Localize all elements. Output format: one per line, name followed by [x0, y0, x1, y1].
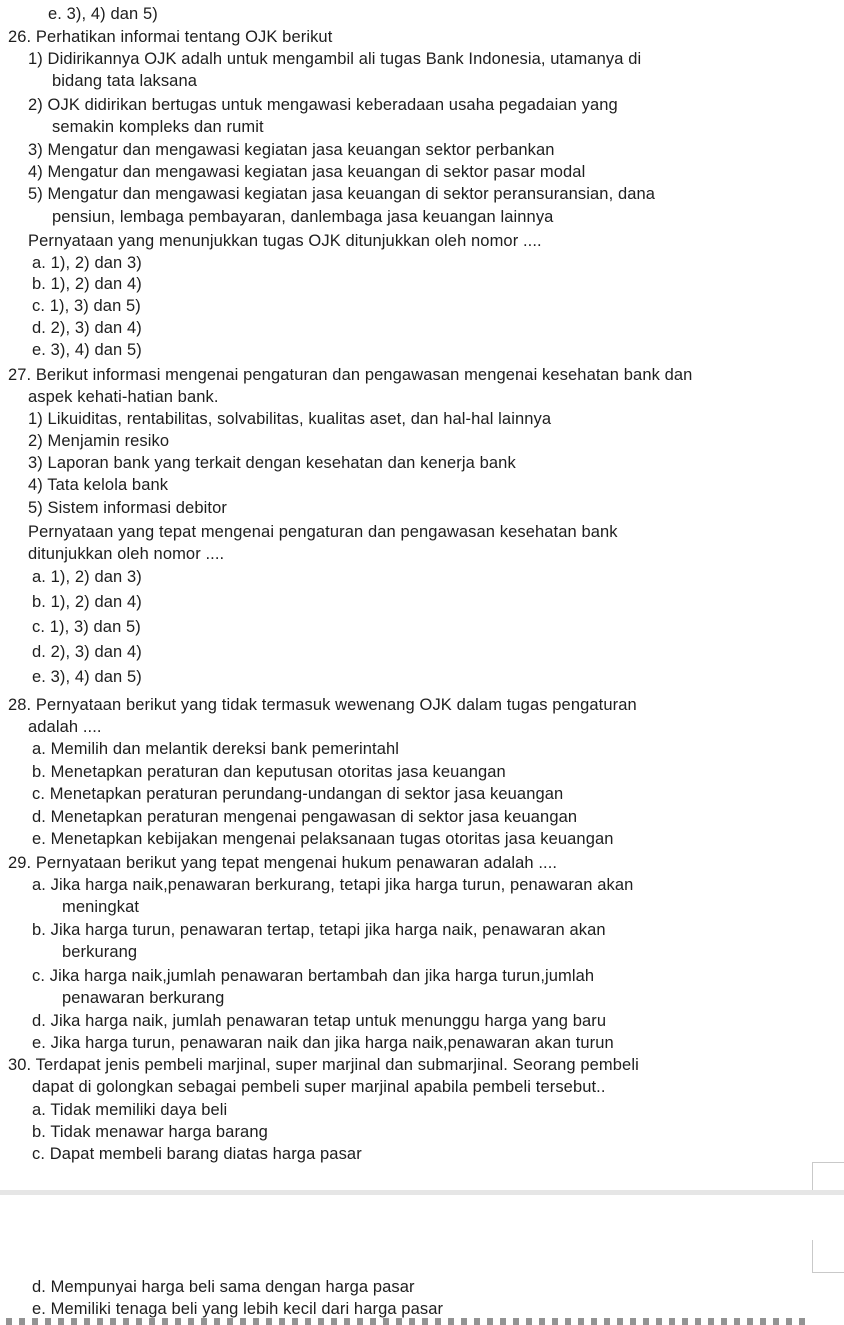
- option-c[interactable]: c. 1), 3) dan 5): [32, 297, 141, 315]
- page-break: [0, 1190, 844, 1195]
- question-prompt: Pernyataan yang menunjukkan tugas OJK ditunjukkan oleh nomor ....: [28, 232, 542, 250]
- option-a[interactable]: a. 1), 2) dan 3): [32, 568, 142, 586]
- question-stem: 27. Berikut informasi mengenai pengaturan dan pengawasan mengenai kesehatan bank dan: [8, 366, 693, 384]
- statement: 1) Likuiditas, rentabilitas, solvabilitas, kualitas aset, dan hal-hal lainnya: [28, 410, 552, 428]
- statement: 3) Mengatur dan mengawasi kegiatan jasa keuangan sektor perbankan: [28, 141, 555, 159]
- question-stem: 28. Pernyataan berikut yang tidak termasuk wewenang OJK dalam tugas pengaturan: [8, 696, 637, 714]
- option-c[interactable]: c. Dapat membeli barang diatas harga pasar: [32, 1145, 362, 1163]
- option-b[interactable]: b. Jika harga turun, penawaran tertap, tetapi jika harga naik, penawaran akan: [32, 921, 606, 939]
- statement: 5) Mengatur dan mengawasi kegiatan jasa keuangan di sektor peransuransian, dana: [28, 185, 656, 203]
- option-a[interactable]: a. Jika harga naik,penawaran berkurang, tetapi jika harga turun, penawaran akan: [32, 876, 634, 894]
- page-corner-top: [812, 1240, 844, 1273]
- option-e[interactable]: e. Jika harga turun, penawaran naik dan jika harga naik,penawaran akan turun: [32, 1034, 614, 1052]
- option-a[interactable]: a. Memilih dan melantik dereksi bank pemerintahl: [32, 740, 400, 758]
- option-a-cont: meningkat: [62, 898, 140, 916]
- option-b-cont: berkurang: [62, 943, 138, 961]
- statement-cont: semakin kompleks dan rumit: [52, 118, 264, 136]
- option-a[interactable]: a. Tidak memiliki daya beli: [32, 1101, 228, 1119]
- option-d[interactable]: d. Mempunyai harga beli sama dengan harga pasar: [32, 1278, 415, 1296]
- prev-option-e: e. 3), 4) dan 5): [48, 5, 158, 23]
- option-a[interactable]: a. 1), 2) dan 3): [32, 254, 142, 272]
- cut-off-next-line: [6, 1318, 806, 1325]
- question-prompt: Pernyataan yang tepat mengenai pengaturan dan pengawasan kesehatan bank: [28, 523, 618, 541]
- statement: 4) Mengatur dan mengawasi kegiatan jasa keuangan di sektor pasar modal: [28, 163, 586, 181]
- option-e[interactable]: e. 3), 4) dan 5): [32, 668, 142, 686]
- statement: 1) Didirikannya OJK adalh untuk mengambil ali tugas Bank Indonesia, utamanya di: [28, 50, 642, 68]
- option-b[interactable]: b. Tidak menawar harga barang: [32, 1123, 268, 1141]
- statement: 2) OJK didirikan bertugas untuk mengawasi keberadaan usaha pegadaian yang: [28, 96, 618, 114]
- statement-cont: bidang tata laksana: [52, 72, 198, 90]
- option-b[interactable]: b. 1), 2) dan 4): [32, 275, 142, 293]
- option-c[interactable]: c. Menetapkan peraturan perundang-undangan di sektor jasa keuangan: [32, 785, 564, 803]
- option-e[interactable]: e. Menetapkan kebijakan mengenai pelaksanaan tugas otoritas jasa keuangan: [32, 830, 614, 848]
- option-d[interactable]: d. Menetapkan peraturan mengenai pengawasan di sektor jasa keuangan: [32, 808, 578, 826]
- statement: 2) Menjamin resiko: [28, 432, 170, 450]
- option-d[interactable]: d. Jika harga naik, jumlah penawaran tetap untuk menunggu harga yang baru: [32, 1012, 607, 1030]
- option-c[interactable]: c. 1), 3) dan 5): [32, 618, 141, 636]
- statement: 4) Tata kelola bank: [28, 476, 169, 494]
- statement: 3) Laporan bank yang terkait dengan kesehatan dan kenerja bank: [28, 454, 516, 472]
- question-stem-cont: dapat di golongkan sebagai pembeli super marjinal apabila pembeli tersebut..: [32, 1078, 606, 1096]
- question-stem: 30. Terdapat jenis pembeli marjinal, super marjinal dan submarjinal. Seorang pembeli: [8, 1056, 639, 1074]
- question-stem: 29. Pernyataan berikut yang tepat mengenai hukum penawaran adalah ....: [8, 854, 558, 872]
- question-stem-cont: aspek kehati-hatian bank.: [28, 388, 219, 406]
- option-c[interactable]: c. Jika harga naik,jumlah penawaran bertambah dan jika harga turun,jumlah: [32, 967, 595, 985]
- option-c-cont: penawaran berkurang: [62, 989, 225, 1007]
- question-prompt-cont: ditunjukkan oleh nomor ....: [28, 545, 225, 563]
- question-stem-cont: adalah ....: [28, 718, 102, 736]
- option-d[interactable]: d. 2), 3) dan 4): [32, 643, 142, 661]
- option-d[interactable]: d. 2), 3) dan 4): [32, 319, 142, 337]
- option-b[interactable]: b. 1), 2) dan 4): [32, 593, 142, 611]
- option-e[interactable]: e. Memiliki tenaga beli yang lebih kecil dari harga pasar: [32, 1300, 444, 1318]
- option-b[interactable]: b. Menetapkan peraturan dan keputusan otoritas jasa keuangan: [32, 763, 506, 781]
- question-stem: 26. Perhatikan informai tentang OJK berikut: [8, 28, 333, 46]
- statement-cont: pensiun, lembaga pembayaran, danlembaga jasa keuangan lainnya: [52, 208, 554, 226]
- statement: 5) Sistem informasi debitor: [28, 499, 227, 517]
- option-e[interactable]: e. 3), 4) dan 5): [32, 341, 142, 359]
